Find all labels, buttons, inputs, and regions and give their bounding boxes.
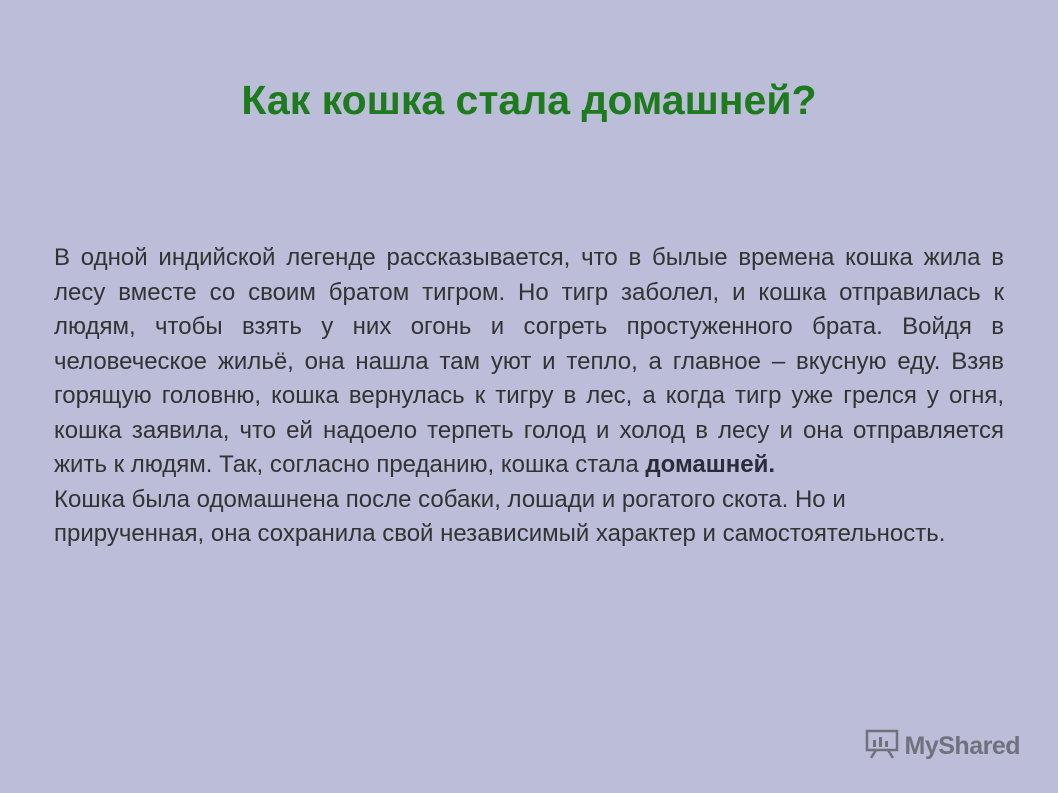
domestication-paragraph: Кошка была одомашнена после собаки, лошади и рогатого скота. Но и прирученная, она сохранила свой независимый характер и самостоятельность. [54, 485, 946, 547]
slide-title: Как кошка стала домашней? [241, 77, 817, 123]
presentation-screen-icon [865, 729, 899, 764]
slide-body [54, 241, 1004, 552]
watermark [865, 729, 1020, 764]
legend-paragraph [54, 241, 1004, 483]
watermark-text: MyShared [904, 732, 1020, 760]
legend-text: В одной индийской легенде рассказывается, что в былые времена кошка жила в лесу вместе со своим братом тигром. Но тигр заболел, и кошка отправилась к людям, чтобы взять у них огонь и согреть простуженного брата. Войдя в человеческое жильё, она нашла там уют и тепло, а главное – вкусную еду. Взяв горящую головню, кошка вернулась к тигру в лес, а когда тигр уже грелся у огня, кошка заявила, что ей надоело терпеть голод и холод в лесу и она отправляется жить к людям. Так, согласно преданию, кошка стала [54, 244, 1004, 478]
emphasized-word: домашней. [645, 451, 775, 478]
